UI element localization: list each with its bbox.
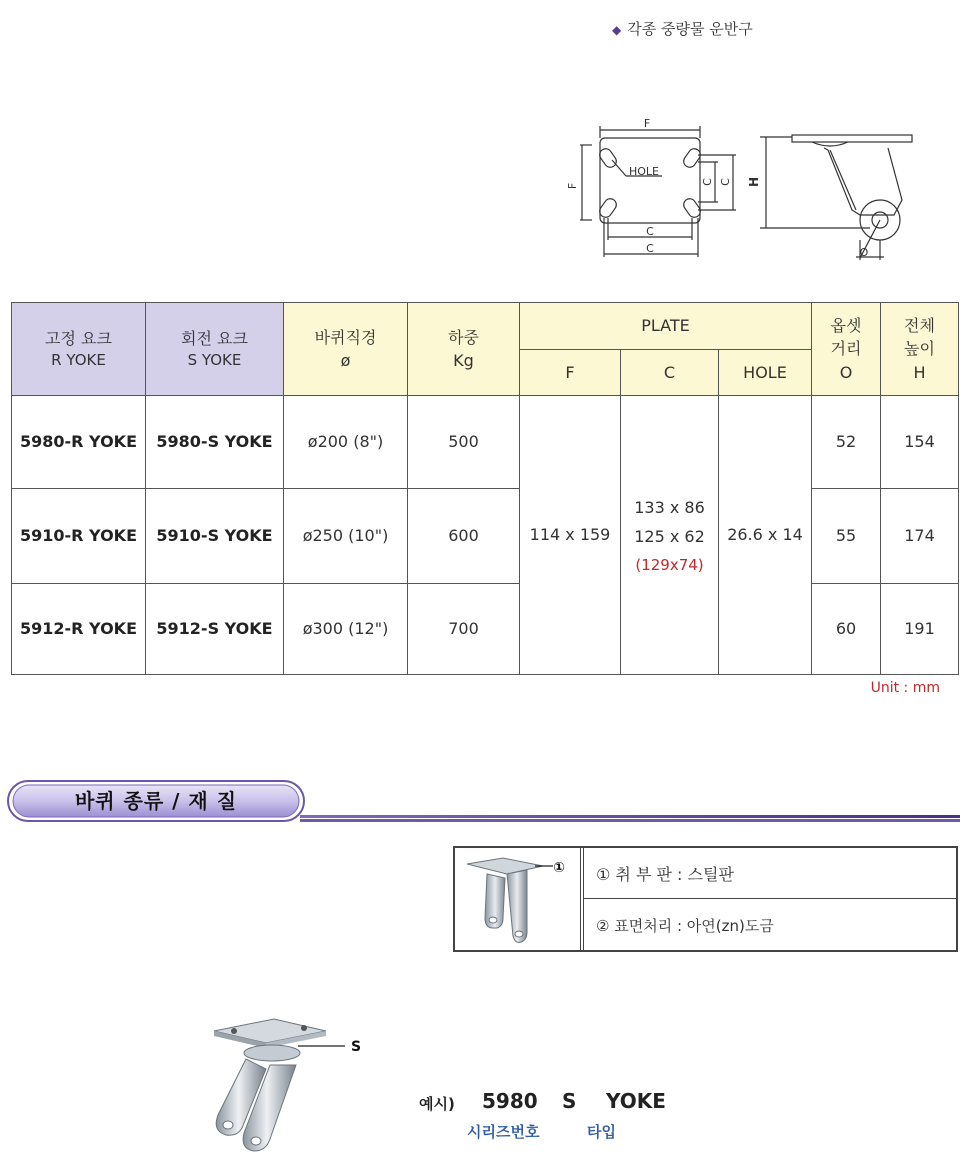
header-swivel-yoke-ko: 회전 요크 [181, 328, 248, 348]
cell-offset: 55 [812, 489, 881, 584]
table-row [12, 489, 959, 584]
cell-load: 700 [408, 584, 520, 675]
cell-wheel-dia: ø300 (12") [284, 584, 408, 675]
cell-wheel-dia: ø250 (10") [284, 489, 408, 584]
example-series-number: 5980 [482, 1089, 538, 1113]
header-plate-hole: HOLE [719, 350, 812, 396]
spec-table [11, 302, 959, 675]
header-load-unit: Kg [453, 351, 474, 370]
material-plate-spec: ① 취 부 판 : 스틸판 [596, 865, 734, 884]
cell-plate-f: 114 x 159 [520, 396, 621, 675]
cell-r-yoke: 5980-R YOKE [12, 396, 146, 489]
part-marker-1: ① [553, 860, 565, 876]
diamond-bullet-icon: ◆ [612, 23, 622, 37]
swivel-yoke-image [200, 1015, 370, 1155]
plate-c-value-2: 125 x 62 [634, 527, 705, 547]
label-c-bottom-outer: C [646, 242, 654, 255]
section-divider-bottom [300, 819, 960, 822]
header-wheel-dia-ko: 바퀴직경 [314, 327, 377, 347]
label-c-right-outer: C [719, 178, 732, 186]
cell-height: 174 [881, 489, 959, 584]
side-profile-diagram [747, 120, 922, 265]
example-type: S [562, 1089, 577, 1113]
cell-load: 500 [408, 396, 520, 489]
header-offset-line2: 거리 [830, 339, 862, 359]
label-f-left: F [566, 182, 579, 190]
example-model: YOKE [606, 1089, 666, 1113]
section-divider-top [300, 815, 960, 818]
header-height-line1: 전체 [904, 316, 935, 336]
top-note [612, 18, 753, 39]
header-offset-line1: 옵셋 [830, 316, 862, 336]
cell-r-yoke: 5910-R YOKE [12, 489, 146, 584]
label-o: O [859, 246, 869, 259]
cell-height: 191 [881, 584, 959, 675]
header-swivel-yoke-en: S YOKE [187, 350, 242, 369]
cell-load: 600 [408, 489, 520, 584]
header-plate-f: F [520, 350, 621, 396]
header-height-line3: H [913, 362, 926, 382]
material-finish-spec: ② 표면처리 : 아연(zn)도금 [596, 917, 774, 935]
cell-plate-hole: 26.6 x 14 [719, 396, 812, 675]
cell-offset: 60 [812, 584, 881, 675]
cell-s-yoke: 5912-S YOKE [146, 584, 284, 675]
label-hole: HOLE [628, 165, 660, 178]
header-offset-line3: O [839, 362, 853, 382]
header-wheel-dia [284, 303, 408, 396]
unit-note: Unit : mm [870, 680, 940, 696]
label-c-bottom-inner: C [646, 225, 654, 238]
header-plate-c: C [621, 350, 719, 396]
label-f-top: F [643, 117, 651, 130]
materials-row-divider [584, 898, 956, 899]
cell-plate-c [621, 396, 719, 675]
cell-height: 154 [881, 396, 959, 489]
header-fixed-yoke [12, 303, 146, 396]
materials-column-divider [580, 848, 584, 950]
header-offset [812, 303, 881, 396]
plate-c-value-1: 133 x 86 [634, 498, 705, 518]
header-wheel-dia-symbol: ø [340, 351, 351, 370]
header-load-ko: 하중 [448, 327, 479, 347]
label-h: H [747, 176, 761, 188]
header-swivel-yoke [146, 303, 284, 396]
header-plate: PLATE [520, 303, 812, 350]
label-c-right-inner: C [701, 178, 714, 186]
section-title: 바퀴 종류 / 재 질 [74, 789, 238, 813]
example-type-label: 타입 [587, 1123, 616, 1141]
table-row [12, 584, 959, 675]
example-series-label: 시리즈번호 [467, 1123, 540, 1141]
plate-c-alt-value: (129x74) [635, 556, 704, 575]
cell-wheel-dia: ø200 (8") [284, 396, 408, 489]
plate-dimension-diagram [560, 110, 750, 265]
header-height-line2: 높이 [904, 339, 935, 359]
header-load [408, 303, 520, 396]
type-s-marker: S [350, 1039, 362, 1055]
header-fixed-yoke-ko: 고정 요크 [45, 328, 112, 348]
header-fixed-yoke-en: R YOKE [51, 350, 106, 369]
yoke-bracket-image [455, 848, 580, 950]
cell-s-yoke: 5910-S YOKE [146, 489, 284, 584]
cell-r-yoke: 5912-R YOKE [12, 584, 146, 675]
cell-offset: 52 [812, 396, 881, 489]
cell-s-yoke: 5980-S YOKE [146, 396, 284, 489]
table-row [12, 396, 959, 489]
header-height [881, 303, 959, 396]
example-prefix: 예시) [419, 1095, 455, 1113]
top-note-text: 각종 중량물 운반구 [627, 20, 753, 38]
